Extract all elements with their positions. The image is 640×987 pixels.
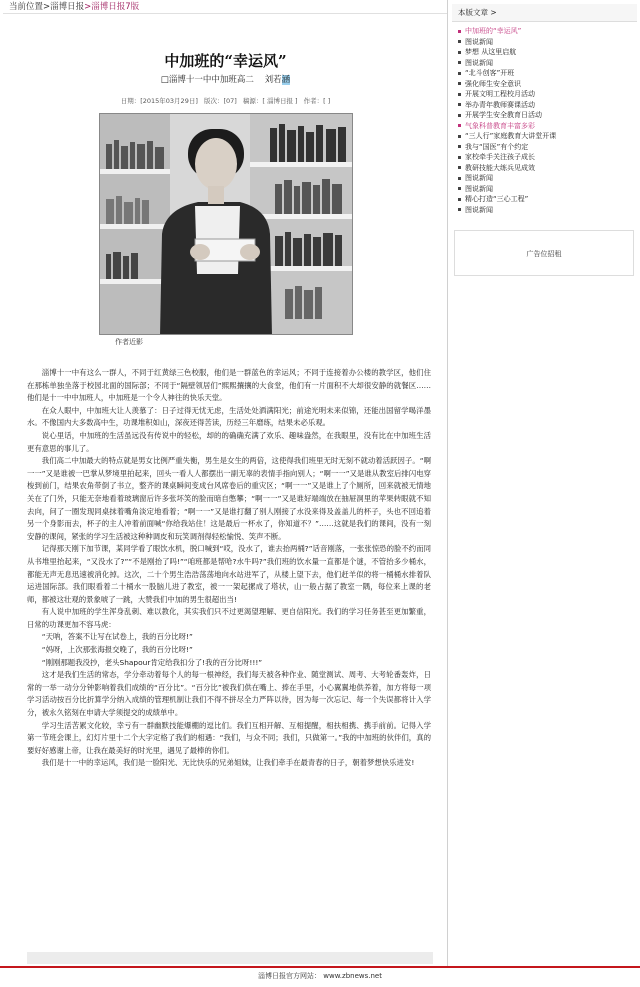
paragraph: 记得那天刚下加节课，某同学看了眼饮水机，脱口喊到“哎，没水了，谁去抬两桶?”话音刚落，一张张惊恐的脸不约而同从书堆里抬起来，“又没水了?”“不是刚抬了吗!”“咱班都是帮哈?水牛吗?”我们班的饮水量一直都是个谜，不管抬多少桶水，都能无声无息迅速被消化掉。这次，二十个男生浩浩荡荡地向水站进军了，从楼上望下去，他们赶羊似的将一桶桶水排着队运进国际部。我们眼看着二十桶水一股脑儿进了教室，被一一架起摞成了塔状，山一般占据了教室一隅，每位来上课的老师，都被这壮观的景象唬了一跳，大赞我们中加的男生很超出当! — [27, 544, 431, 604]
bullet-icon — [458, 103, 461, 106]
sidebar-article-link[interactable]: 图说新闻 — [458, 184, 637, 195]
paragraph: 这才是我们生活的常态，学分牵动着每个人的每一根神经，我们每天被各种作业、随堂测试、周考、大考轮番轰炸，日常的一举一动分分钟影响着我们成绩的“百分比”。“百分比”被我们供在嘴上、捧在手里，小心翼翼地供养着，加方将每一项学习活动按百分比折算学分纳入成绩的管理机制让我们不得不拼尽全力严阵以待，因为每一次忘记、每一个失误都将计入学分，被永久铭刻在申请大学须提交的成绩单中。 — [27, 670, 431, 718]
sidebar-header: 本版文章 > — [452, 4, 637, 22]
paragraph: 在众人眼中，中加班大让人羡慕了：日子过得无忧无虑，生活处处洒满阳光；前途光明未来似锦，还能出国留学喝洋墨水。不像国内大多数高中生，功课堆积如山，深夜还得苦读，历经三年磨练，结果未必乐观。 — [27, 405, 431, 428]
ad-slot[interactable]: 广告位招租 — [454, 230, 634, 276]
paragraph: 我们是十一中的幸运风，我们是一脸阳光、无比快乐的兄弟姐妹，让我们牵手在最青春的日子，朝着梦想快乐进发! — [41, 758, 415, 768]
sidebar-article-link[interactable]: 强化师生安全意识 — [458, 79, 637, 90]
author-name-selected: 涵 — [281, 75, 291, 85]
bullet-icon — [458, 30, 461, 33]
sidebar — [452, 0, 637, 966]
bullet-icon — [458, 72, 461, 75]
sidebar-article-link[interactable]: 中加班的“幸运风” — [458, 26, 637, 37]
breadcrumb-current: >淄博日报7版 — [84, 2, 140, 12]
bullet-icon — [458, 145, 461, 148]
student-with-book-photo — [100, 114, 353, 335]
sidebar-article-link[interactable]: 开展文明工程校月活动 — [458, 89, 637, 100]
breadcrumb-site-link[interactable]: 淄博日报 — [50, 2, 85, 12]
bullet-icon — [458, 40, 461, 43]
meta-column: 稿源：[ 淄博日报 ] — [242, 97, 298, 105]
sidebar-article-link[interactable]: 图说新闻 — [458, 205, 637, 216]
bullet-icon — [458, 208, 461, 211]
footer-site-link[interactable]: 淄博日报官方网站： www.zbnews.net — [258, 972, 382, 980]
paragraph: 有人说中加班的学生浑身乱刺、难以教化，其实我们只不过更渴望理解、更自信阳光。我们的学习任务甚至更加繁重，日常的功课更加不容马虎： — [27, 607, 431, 629]
photo-caption: 作者近影 — [115, 338, 143, 346]
article-column — [3, 0, 448, 966]
footer — [0, 966, 640, 987]
sidebar-article-link[interactable]: 图说新闻 — [458, 58, 637, 69]
author-name: 刘若 — [264, 75, 282, 85]
paragraph: “刚刚那题我没抄，老头Shapour肯定给我扣分了!我的百分比呀!!!” — [41, 657, 263, 667]
sidebar-article-link[interactable]: 教研技能大练兵见成效 — [458, 163, 637, 174]
article-body — [27, 367, 431, 770]
bullet-icon — [458, 82, 461, 85]
paragraph: 说心里话，中加班的生活虽远没有传说中的轻松，却的的确确充满了欢乐、趣味盎然，在我眼里，没有比在中加班生活更有意思的事儿了。 — [27, 430, 431, 453]
article-photo — [99, 113, 353, 335]
article-end-bar — [27, 952, 433, 964]
bullet-icon — [458, 124, 461, 127]
sidebar-article-link[interactable]: 气象科普教育丰富多彩 — [458, 121, 637, 132]
article-meta — [3, 96, 448, 105]
bullet-icon — [458, 166, 461, 169]
bullet-icon — [458, 93, 461, 96]
bullet-icon — [458, 198, 461, 201]
sidebar-article-link[interactable]: 图说新闻 — [458, 173, 637, 184]
sidebar-article-link[interactable]: “三人行”家庭教育大讲堂开课 — [458, 131, 637, 142]
sidebar-article-list — [452, 22, 637, 215]
bullet-icon — [458, 177, 461, 180]
sidebar-article-link[interactable]: 家校牵手关注孩子成长 — [458, 152, 637, 163]
paragraph: “妈呀，上次那张海报交晚了，我的百分比呀!” — [41, 645, 193, 655]
meta-date: 日期：[2015年03月29日] — [120, 97, 198, 105]
paragraph: 淄博十一中有这么一群人，不同于红黄绿三色校服，他们是一群蓝色的幸运风；不同于连接着办公楼的教学区，他们住在那栋单独坐落于校园北面的国际部；不同于“隔壁领居们”熙熙攘攘的大食堂，他们有一片面积不大却很安静的就餐区……他们是十一中中加班人，中加班是一个令人神往的快乐天堂。 — [27, 368, 431, 403]
paragraph: “天呐，答案不让写在试卷上，我的百分比呀!” — [41, 632, 193, 642]
sidebar-article-link[interactable]: 举办青年教师赛课活动 — [458, 100, 637, 111]
sidebar-article-link[interactable]: 精心打造“三心工程” — [458, 194, 637, 205]
sidebar-article-link[interactable]: 我与“国医”有个约定 — [458, 142, 637, 153]
meta-edition: 版次：[07] — [203, 97, 237, 105]
sidebar-article-link[interactable]: 开展学生安全教育日活动 — [458, 110, 637, 121]
sidebar-article-link[interactable]: 梦想 从这里启航 — [458, 47, 637, 58]
bullet-icon — [458, 61, 461, 64]
bullet-icon — [458, 51, 461, 54]
bullet-icon — [458, 114, 461, 117]
breadcrumb — [3, 0, 447, 14]
bullet-icon — [458, 187, 461, 190]
meta-author: 作者：[ ] — [303, 97, 331, 105]
sidebar-article-link[interactable]: “北斗创客”开班 — [458, 68, 637, 79]
breadcrumb-prefix: 当前位置> — [9, 2, 51, 12]
sidebar-article-link[interactable]: 图说新闻 — [458, 37, 637, 48]
bullet-icon — [458, 135, 461, 138]
author-line — [3, 73, 448, 85]
bullet-icon — [458, 156, 461, 159]
paragraph: 学习生活苦累文化较，幸亏有一群幽默技能爆棚的逗比们。我们互相开解、互相提醒，相扶相携、携手前前。记得入学第一节班会课上，幻灯片里十二个大字定格了我们的相遇：“我们，与众不同；我们，只做第一。”我的中加班的伙伴们，真的要好好感谢上帝，让我在最美好的时光里，遇见了最棒的你们。 — [27, 720, 431, 755]
author-org: □淄博十一中中加班高二 — [160, 75, 254, 85]
paragraph: 我们高二中加最大的特点就是男女比例严重失衡，男生是女生的两倍，这使得我们班里无时无刻不就动着活跃因子。“啊一一”又是谁被一巴掌从梦境里拍起来，回头一看人人都摆出一副无辜的表情手指向别人；“啊一一”又是谁从教室后排闪电穿梭到前门，结果农角带倒了书立，整齐的课桌瞬间变成台风席卷后的重灾区；“啊一一”又是谁上了个厕所，回来就被无情地关在了门外，只能无奈地看着玻璃窗后许多张坏笑的脸而暗自憋攀；“啊一一”又是谁好端端放在抽屉洞里的苹果转眼就不知去向，问了一圈发现同桌抹着嘴角淡定地看着；“啊一一”又是谁打翻了别人刚接了水没来得及盖盖儿的杯子，头也不回追着另一个身影而去，杯子的主人冲着前面喊“你给我站住！这是最后一杯水了，你知道不？”……这就是我们的课间，没有一刻安静的课间，紧张的学习生活被这种种调皮和玩笑调剂得轻松愉悦、笑声不断。 — [27, 456, 431, 541]
article-title: 中加班的“幸运风” — [164, 52, 287, 70]
